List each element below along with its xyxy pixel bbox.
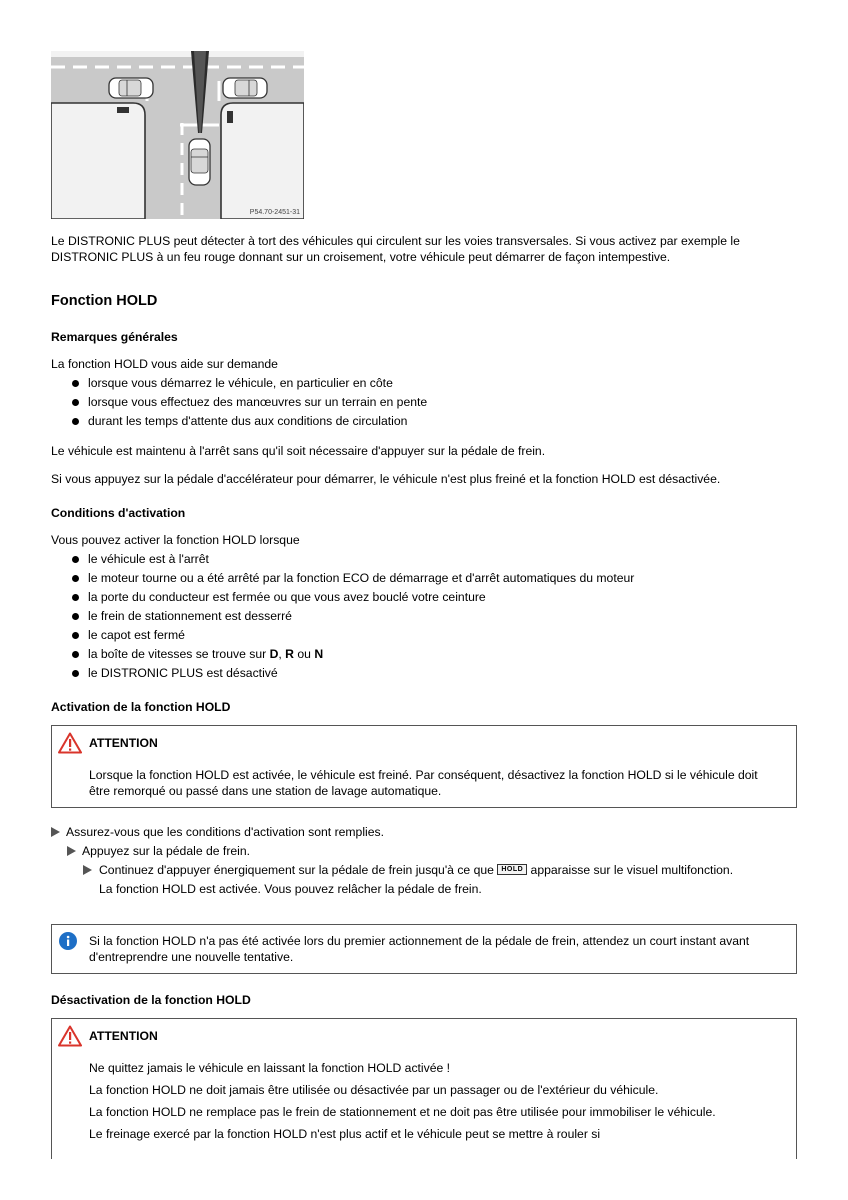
intersection-illustration — [51, 51, 304, 219]
general-para2: Si vous appuyez sur la pédale d'accélérateur pour démarrer, le véhicule n'est plus freiné et la fonction HOLD est désactivée. — [51, 472, 721, 486]
warning-line: Le freinage exercé par la fonction HOLD n'est plus actif et le véhicule peut se mettre à rouler si — [89, 1127, 601, 1141]
warning-title: ATTENTION — [89, 1029, 158, 1043]
warning-title: ATTENTION — [89, 736, 158, 750]
hold-indicator-icon: HOLD — [497, 864, 527, 875]
list-item: lorsque vous démarrez le véhicule, en particulier en côte — [51, 374, 811, 393]
conditions-lead: Vous pouvez activer la fonction HOLD lorsque — [51, 533, 300, 547]
warning-icon — [58, 732, 82, 754]
general-heading: Remarques générales — [51, 330, 178, 344]
info-text: Si la fonction HOLD n'a pas été activée lors du premier actionnement de la pédale de frein, attendez un court instant avant d'entreprendre une nouvelle tentative. — [89, 934, 750, 964]
activation-warning-box — [51, 725, 797, 808]
step-2: Appuyez sur la pédale de frein. — [67, 843, 250, 859]
list-item: le DISTRONIC PLUS est désactivé — [51, 664, 811, 683]
list-item: lorsque vous effectuez des manœuvres sur un terrain en pente — [51, 393, 811, 412]
step-1: Assurez-vous que les conditions d'activation sont remplies. — [51, 824, 384, 840]
warning-icon — [58, 1025, 82, 1047]
arrow-icon — [83, 865, 92, 875]
list-item: le capot est fermé — [51, 626, 811, 645]
list-item: le moteur tourne ou a été arrêté par la fonction ECO de démarrage et d'arrêt automatiques du moteur — [51, 569, 811, 588]
conditions-list — [51, 550, 811, 683]
arrow-icon — [51, 827, 60, 837]
intersection-drawing — [51, 51, 304, 219]
general-para1: Le véhicule est maintenu à l'arrêt sans qu'il soit nécessaire d'appuyer sur la pédale de frein. — [51, 444, 546, 458]
arrow-icon — [67, 846, 76, 856]
step-3: Continuez d'appuyer énergiquement sur la pédale de frein jusqu'à ce que HOLD apparaisse sur le visuel multifonction. La fonction HOLD est activée. Vous pouvez relâcher la pédale de frein. — [83, 862, 783, 897]
list-item: durant les temps d'attente dus aux conditions de circulation — [51, 412, 811, 431]
list-item: la porte du conducteur est fermée ou que vous avez bouclé votre ceinture — [51, 588, 811, 607]
warning-text: Lorsque la fonction HOLD est activée, le véhicule est freiné. Par conséquent, désactivez la fonction HOLD si le véhicule doit être remorqué ou passé dans une station de lavage automatique. — [89, 768, 758, 798]
general-lead: La fonction HOLD vous aide sur demande — [51, 357, 278, 371]
list-item: le véhicule est à l'arrêt — [51, 550, 811, 569]
list-item-gear: la boîte de vitesses se trouve sur D, R ou N — [51, 645, 811, 664]
deactivation-heading: Désactivation de la fonction HOLD — [51, 993, 251, 1007]
deactivation-warning-box — [51, 1018, 797, 1159]
section-title: Fonction HOLD — [51, 293, 158, 309]
warning-line: Ne quittez jamais le véhicule en laissant la fonction HOLD activée ! — [89, 1061, 451, 1075]
info-box — [51, 924, 797, 974]
warning-line: La fonction HOLD ne doit jamais être utilisée ou désactivée par un passager ou de l'extérieur du véhicule. — [89, 1083, 659, 1097]
activation-heading: Activation de la fonction HOLD — [51, 700, 231, 714]
intro-paragraph: Le DISTRONIC PLUS peut détecter à tort des véhicules qui circulent sur les voies transversales. Si vous activez par exemple le DISTRONIC PLUS à un feu rouge donnant sur un croisement, votre véhicule peut démarrer de façon intempestive. — [51, 234, 740, 264]
step-3-result: La fonction HOLD est activée. Vous pouvez relâcher la pédale de frein. — [99, 882, 482, 896]
conditions-heading: Conditions d'activation — [51, 506, 186, 520]
figure-code: P54.70-2451-31 — [249, 209, 300, 216]
general-list — [51, 374, 811, 431]
info-icon — [59, 932, 77, 950]
warning-line: La fonction HOLD ne remplace pas le frein de stationnement et ne doit pas être utilisée pour immobiliser le véhicule. — [89, 1105, 716, 1119]
list-item: le frein de stationnement est desserré — [51, 607, 811, 626]
